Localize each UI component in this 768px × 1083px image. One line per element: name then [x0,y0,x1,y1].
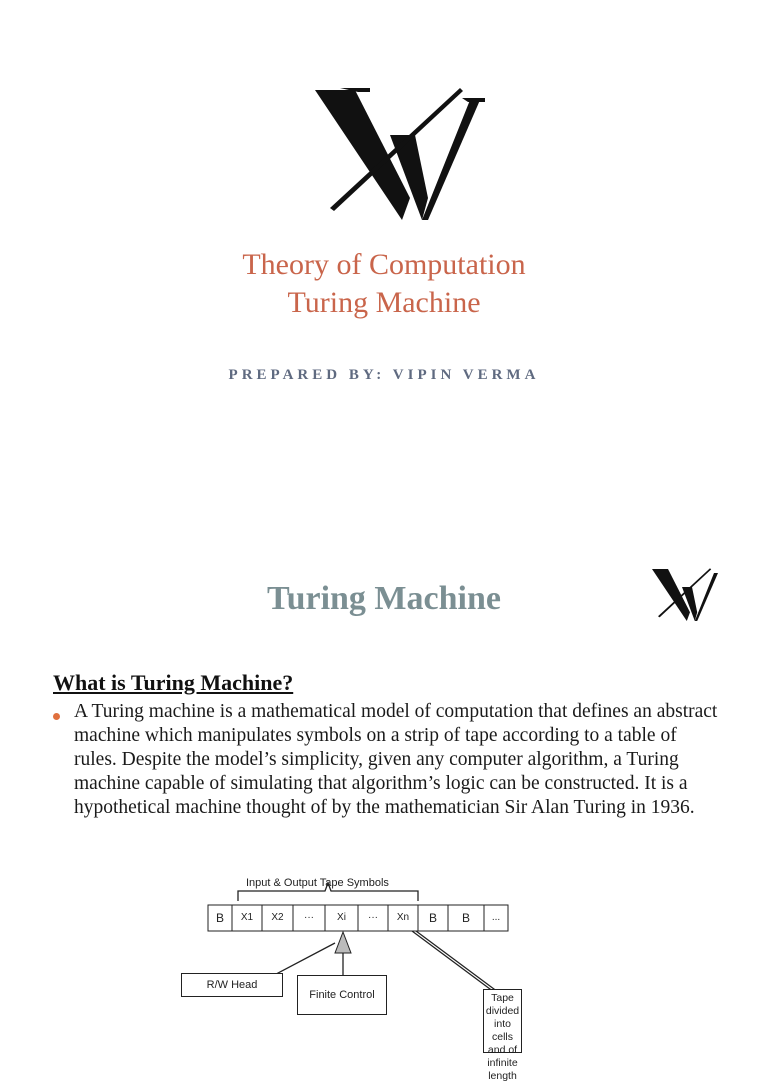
bullet-icon [53,713,60,720]
slide-title: Turing Machine [267,580,501,617]
tape-cell: X2 [271,912,284,923]
title-line-1: Theory of Computation [242,248,526,281]
tape-cell: Xi [337,912,346,923]
tape-note-box: Tape divided into cells and of infinite length [483,989,522,1053]
turing-machine-diagram [180,845,520,1082]
brace-label: Input & Output Tape Symbols [246,877,389,889]
tape-cell: Xn [396,912,410,923]
tape-cell: X1 [240,912,254,923]
tape-cell: B [428,911,437,925]
section-heading: What is Turing Machine? [53,670,294,695]
bullet-text: A Turing machine is a mathematical model of computation that defines an abstract machine which manipulates symbols on a strip of tape according to a table of rules. Despite the model’s simplicity, given any computer algorithm, a Turing machine capable of simulating that algorithm’s logic can be constructed. It is a hypothetical machine thought of by the mathematician Sir Alan Turing in 1936. [74,701,718,818]
tape-cell: ... [491,912,501,923]
title-slide [0,0,768,520]
tape-cell: ··· [368,912,378,923]
title-line-2: Turing Machine [287,286,481,319]
vw-monogram-logo [650,565,720,623]
content-slide [0,520,768,1082]
tape-cell: B [215,911,224,925]
tape-cell: ··· [304,912,314,923]
rw-head-box: R/W Head [181,973,283,997]
prepared-by: PREPARED BY: VIPIN VERMA [228,367,540,383]
finite-control-box: Finite Control [297,975,387,1015]
vw-monogram-logo [310,80,485,225]
tape-cell: B [461,911,470,925]
